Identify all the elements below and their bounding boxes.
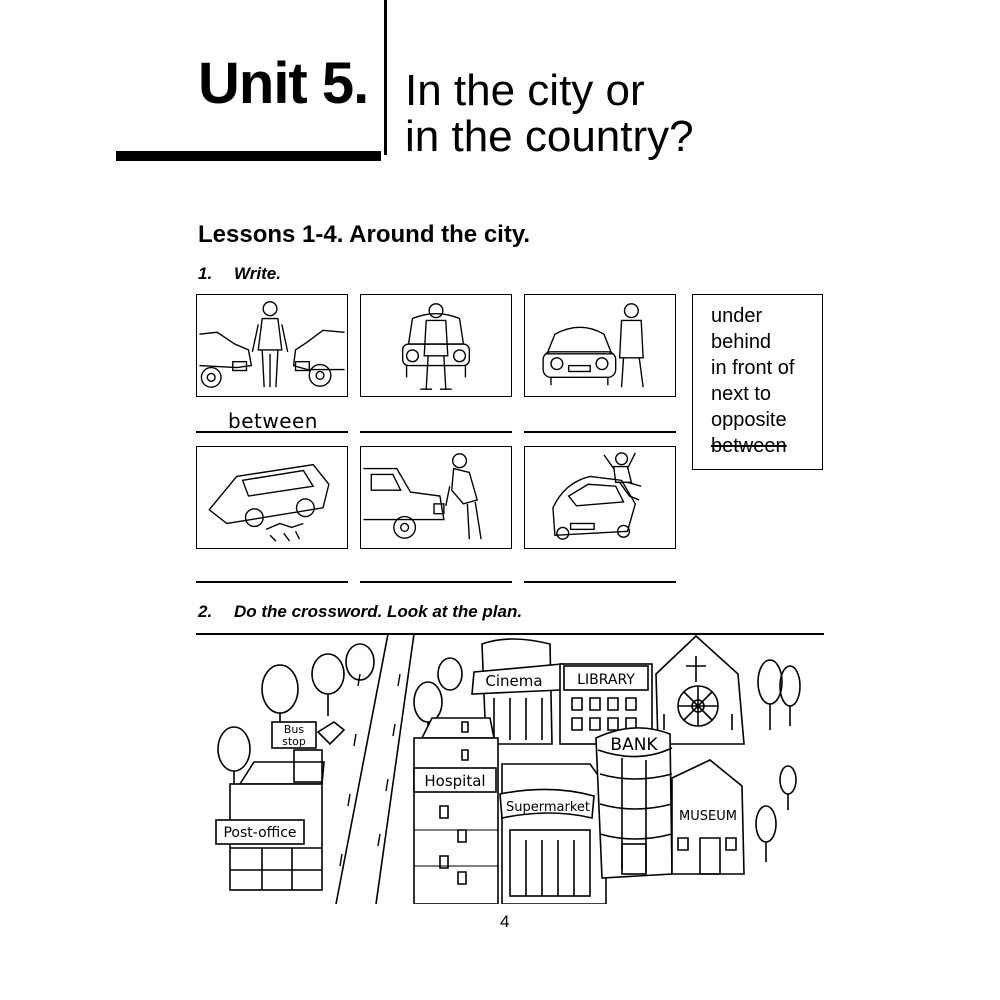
picture-man-on-car xyxy=(524,446,676,549)
lesson-heading: Lessons 1-4. Around the city. xyxy=(198,221,531,248)
picture-man-next-to-car xyxy=(524,294,676,397)
picture-man-in-front-of-car xyxy=(360,294,512,397)
hospital-label: Hospital xyxy=(424,772,486,790)
header-underline-bar xyxy=(116,151,381,161)
library-label: LIBRARY xyxy=(577,672,635,688)
answer-line-2[interactable] xyxy=(360,431,512,433)
word-behind: behind xyxy=(711,331,772,353)
bus-stop-label-2: stop xyxy=(282,735,306,748)
cinema-label: Cinema xyxy=(485,672,543,690)
word-in-front-of: in front of xyxy=(711,357,795,379)
word-under: under xyxy=(711,305,763,327)
answer-line-5[interactable] xyxy=(360,581,512,583)
unit-title-line2: in the country? xyxy=(405,112,694,161)
task2-heading xyxy=(198,602,522,622)
picture-man-under-car xyxy=(196,446,348,549)
unit-title-line1: In the city or xyxy=(405,66,645,115)
task1-heading xyxy=(198,264,281,284)
bank-label: BANK xyxy=(610,735,658,755)
word-box xyxy=(692,294,823,470)
unit-title xyxy=(405,68,694,160)
page-number: 4 xyxy=(500,912,510,931)
task1-instruction: Write. xyxy=(234,264,281,283)
example-answer: between xyxy=(228,409,318,433)
museum-label: MUSEUM xyxy=(679,809,737,824)
word-opposite: opposite xyxy=(711,409,787,431)
task2-instruction: Do the crossword. Look at the plan. xyxy=(234,602,523,621)
word-between-crossed: between xyxy=(711,435,787,457)
city-plan-illustration xyxy=(210,634,810,904)
supermarket-label: Supermarket xyxy=(506,800,590,815)
unit-label: Unit 5. xyxy=(198,51,369,116)
header-divider-vertical xyxy=(384,0,387,155)
word-next-to: next to xyxy=(711,383,772,405)
post-office-label: Post-office xyxy=(223,825,297,841)
road xyxy=(336,634,414,904)
task2-number: 2. xyxy=(198,602,213,621)
answer-line-4[interactable] xyxy=(196,581,348,583)
answer-line-3[interactable] xyxy=(524,431,676,433)
picture-man-behind-car xyxy=(360,446,512,549)
bus-stop-label-1: Bus xyxy=(283,723,305,736)
task1-number: 1. xyxy=(198,264,213,283)
picture-man-between-cars xyxy=(196,294,348,397)
answer-line-6[interactable] xyxy=(524,581,676,583)
